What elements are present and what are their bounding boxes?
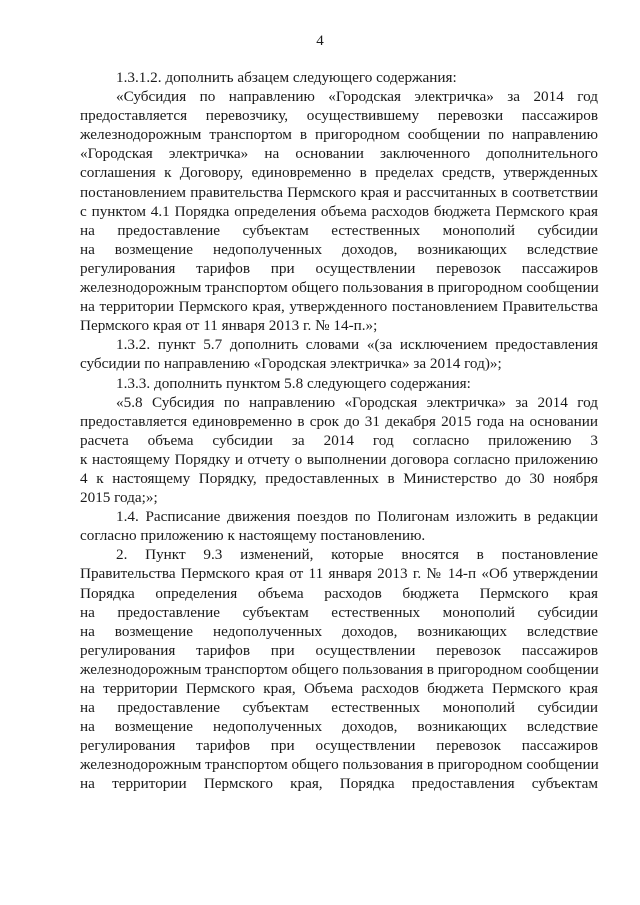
paragraph: [80, 393, 598, 508]
text-line: на предоставление субъектам естественных монополий субсидии: [80, 221, 598, 239]
text-line: железнодорожным транспортом общего пользования в пригородном сообщении: [80, 756, 599, 774]
document-body: [80, 68, 598, 794]
text-line: на территории Пермского края, утвержденного постановлением Правительства: [80, 298, 598, 316]
text-line: 2. Пункт 9.3 изменений, которые вносятся в постановление: [116, 546, 598, 564]
text-line: к настоящему Порядку и отчету о выполнении договора согласно приложению: [80, 450, 598, 468]
text-line: на возмещение недополученных доходов, возникающих вследствие: [80, 240, 598, 258]
text-line: регулирования тарифов при осуществлении перевозок пассажиров: [80, 737, 598, 755]
text-line: «5.8 Субсидия по направлению «Городская электричка» за 2014 год: [116, 393, 598, 411]
text-line: на возмещение недополученных доходов, возникающих вследствие: [80, 622, 598, 640]
text-line: расчета объема субсидии за 2014 год согласно приложению 3: [80, 431, 598, 449]
text-line: субсидии по направлению «Городская электричка» за 2014 год)»;: [80, 355, 502, 373]
text-line: согласно приложению к настоящему постановлению.: [80, 527, 426, 545]
text-line: соглашения к Договору, единовременно в пределах средств, утвержденных: [80, 164, 598, 182]
text-line: на территории Пермского края, Порядка предоставления субъектам: [80, 775, 598, 793]
paragraph: [80, 374, 598, 393]
text-line: на предоставление субъектам естественных монополий субсидии: [80, 699, 598, 717]
text-line: Пермского края от 11 января 2013 г. № 14-п.»;: [80, 317, 378, 335]
text-line: 1.3.1.2. дополнить абзацем следующего содержания:: [116, 69, 457, 86]
text-line: 4 к настоящему Порядку, предоставленных в Министерство до 30 ноября: [80, 469, 598, 487]
page-number: 4: [316, 33, 324, 49]
text-line: 1.3.2. пункт 5.7 дополнить словами «(за исключением предоставления: [116, 336, 598, 354]
text-line: Правительства Пермского края от 11 января 2013 г. № 14-п «Об утверждении: [80, 565, 598, 583]
text-line: железнодорожным транспортом в пригородном сообщении по направлению: [80, 126, 598, 144]
text-line: предоставляется единовременно в срок до 31 декабря 2015 года на основании: [80, 412, 598, 430]
text-line: «Субсидия по направлению «Городская электричка» за 2014 год: [116, 88, 598, 106]
paragraph: [80, 545, 598, 793]
paragraph: [80, 68, 598, 87]
text-line: на возмещение недополученных доходов, возникающих вследствие: [80, 718, 598, 736]
text-line: регулирования тарифов при осуществлении перевозок пассажиров: [80, 641, 598, 659]
text-line: на предоставление субъектам естественных монополий субсидии: [80, 603, 598, 621]
paragraph: [80, 507, 598, 545]
text-line: с пунктом 4.1 Порядка определения объема расходов бюджета Пермского края: [80, 202, 598, 220]
paragraph: [80, 87, 598, 335]
text-line: предоставляется перевозчику, осуществившему перевозки пассажиров: [80, 107, 598, 125]
text-line: 1.3.3. дополнить пунктом 5.8 следующего содержания:: [116, 374, 471, 392]
text-line: 1.4. Расписание движения поездов по Полигонам изложить в редакции: [116, 508, 598, 526]
text-line: постановлением правительства Пермского края и рассчитанных в соответствии: [80, 183, 598, 201]
text-line: железнодорожным транспортом общего пользования в пригородном сообщении: [80, 660, 599, 678]
text-line: «Городская электричка» на основании заключенного дополнительного: [80, 145, 598, 163]
text-line: на территории Пермского края, Объема расходов бюджета Пермского края: [80, 680, 598, 697]
text-line: регулирования тарифов при осуществлении перевозок пассажиров: [80, 259, 598, 277]
text-line: Порядка определения объема расходов бюджета Пермского края: [80, 584, 598, 602]
text-line: 2015 года;»;: [80, 489, 158, 507]
paragraph: [80, 335, 598, 373]
text-line: железнодорожным транспортом общего пользования в пригородном сообщении: [80, 279, 599, 297]
